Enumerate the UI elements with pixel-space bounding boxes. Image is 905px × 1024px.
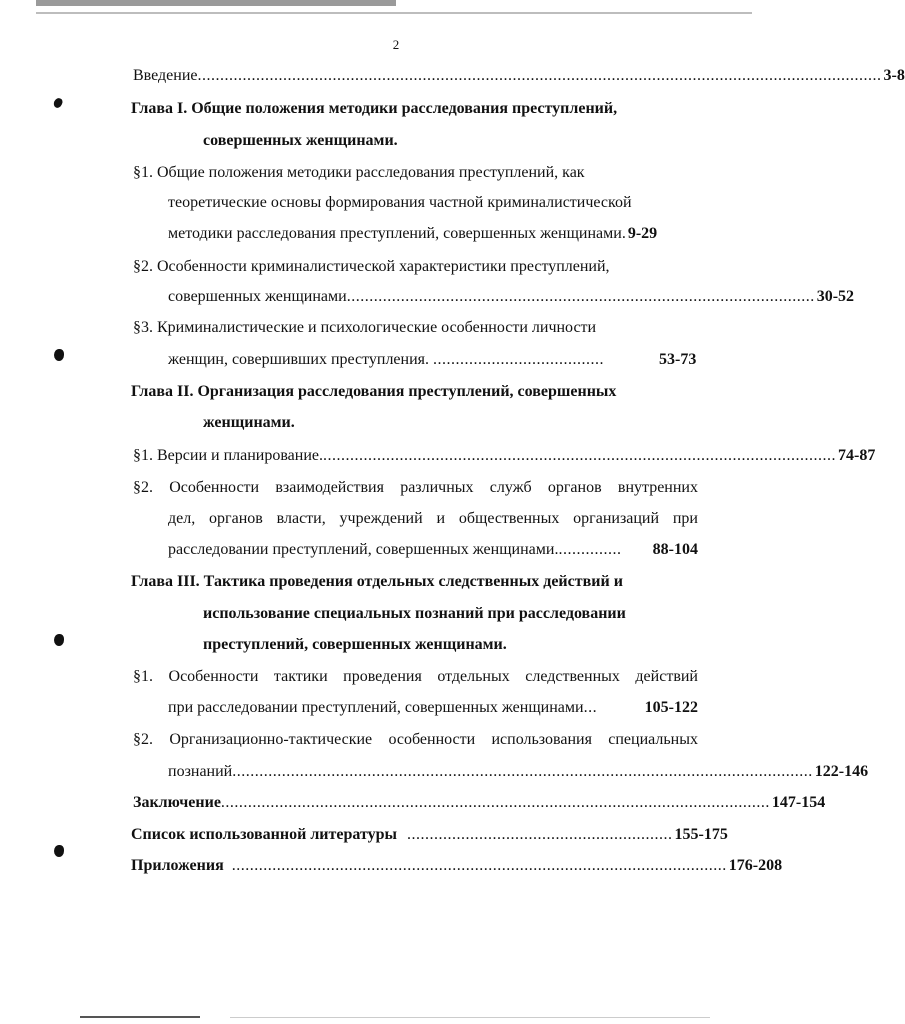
toc-leader-dots: .............. xyxy=(558,541,622,558)
toc-title: методики расследования преступлений, совершенных женщинами. xyxy=(168,225,626,242)
toc-title: совершенных женщинами xyxy=(168,288,347,305)
toc-page-range: 30-52 xyxy=(816,288,855,305)
chapter-2-heading-line-1: Глава II. Организация расследования преступлений, совершенных xyxy=(131,383,617,400)
toc-title: Список использованной литературы xyxy=(131,826,397,843)
toc-entry-intro xyxy=(133,66,905,86)
section-1-1-line-1: §1. Общие положения методики расследования преступлений, как xyxy=(133,164,585,181)
section-1-2-line-1: §2. Особенности криминалистической характеристики преступлений, xyxy=(133,258,610,275)
chapter-3-heading-line-1: Глава III. Тактика проведения отдельных следственных действий и xyxy=(131,573,623,590)
toc-page-range: 122-146 xyxy=(814,763,869,780)
toc-title: Приложения xyxy=(131,857,224,874)
binder-hole-mark xyxy=(52,97,63,109)
toc-page-range: 74-87 xyxy=(838,447,876,464)
toc-leader-dots: .................................................................................................................. xyxy=(323,447,837,464)
toc-title: познаний xyxy=(168,763,233,780)
section-1-3-line-1: §3. Криминалистические и психологические особенности личности xyxy=(133,319,597,336)
binder-hole-mark xyxy=(54,634,64,646)
toc-title: при расследовании преступлений, совершенных женщинами xyxy=(168,699,584,716)
binder-hole-mark xyxy=(54,349,64,361)
chapter-3-heading-line-2: использование специальных познаний при расследовании xyxy=(203,605,626,622)
toc-page-range: 53-73 xyxy=(659,351,697,368)
section-2-2-line-1: §2. Особенности взаимодействия различных служб органов внутренних xyxy=(133,479,698,496)
scan-top-edge xyxy=(36,0,752,14)
scan-bottom-mark xyxy=(80,1016,200,1018)
section-2-2-line-2: дел, органов власти, учреждений и общественных организаций при xyxy=(168,510,698,527)
toc-leader-dots: ................................................................................................................................. xyxy=(232,763,813,780)
toc-page-range: 9-29 xyxy=(627,225,658,242)
toc-page-range: 176-208 xyxy=(728,857,783,874)
chapter-1-heading-line-2: совершенных женщинами. xyxy=(203,132,398,149)
toc-leader-dots: ........................................................... xyxy=(407,826,673,843)
section-3-1-line-2 xyxy=(168,698,698,718)
chapter-3-heading-line-3: преступлений, совершенных женщинами. xyxy=(203,636,507,653)
section-1-2-line-2 xyxy=(168,287,855,307)
toc-page-range: 147-154 xyxy=(771,794,826,811)
toc-entry-references xyxy=(131,825,728,845)
toc-leader-dots: ...................................... xyxy=(433,351,605,368)
toc-leader-dots: .............................................................................................................. xyxy=(231,857,727,874)
toc-title: женщин, совершивших преступления. xyxy=(168,351,430,368)
toc-page-range: 3-8 xyxy=(883,67,905,84)
toc-title: Заключение xyxy=(133,794,221,811)
toc-page-range: 88-104 xyxy=(652,541,698,558)
section-3-2-line-1: §2. Организационно-тактические особенности использования специальных xyxy=(133,731,698,748)
toc-title: расследовании преступлений, совершенных женщинами. xyxy=(168,541,559,558)
section-1-1-line-3 xyxy=(168,224,708,244)
section-1-1-line-2: теоретические основы формирования частной криминалистической xyxy=(168,194,632,211)
toc-title: §1. Версии и планирование. xyxy=(133,447,324,464)
toc-entry-conclusion xyxy=(133,793,826,813)
toc-entry-appendix xyxy=(131,856,783,876)
toc-page-range: 155-175 xyxy=(674,826,728,843)
section-2-1 xyxy=(133,446,876,466)
section-3-2-line-2 xyxy=(168,762,869,782)
chapter-1-heading-line-1: Глава I. Общие положения методики расследования преступлений, xyxy=(131,100,618,117)
toc-page-range: 105-122 xyxy=(644,699,698,716)
toc-leader-dots: ........................................................................................................................................................ xyxy=(197,67,882,84)
scan-bottom-edge xyxy=(230,1017,710,1018)
toc-leader-dots: .......................................................................................................................... xyxy=(220,794,770,811)
toc-leader-dots: ... xyxy=(583,699,598,716)
chapter-2-heading-line-2: женщинами. xyxy=(203,414,295,431)
binder-hole-mark xyxy=(54,845,64,857)
section-3-1-line-1: §1. Особенности тактики проведения отдельных следственных действий xyxy=(133,668,698,685)
toc-leader-dots: ........................................................................................................ xyxy=(346,288,815,305)
section-1-3-line-2 xyxy=(168,350,604,370)
section-2-2-line-3 xyxy=(168,540,698,560)
toc-title: Введение xyxy=(133,67,198,84)
page-number: 2 xyxy=(392,37,400,52)
